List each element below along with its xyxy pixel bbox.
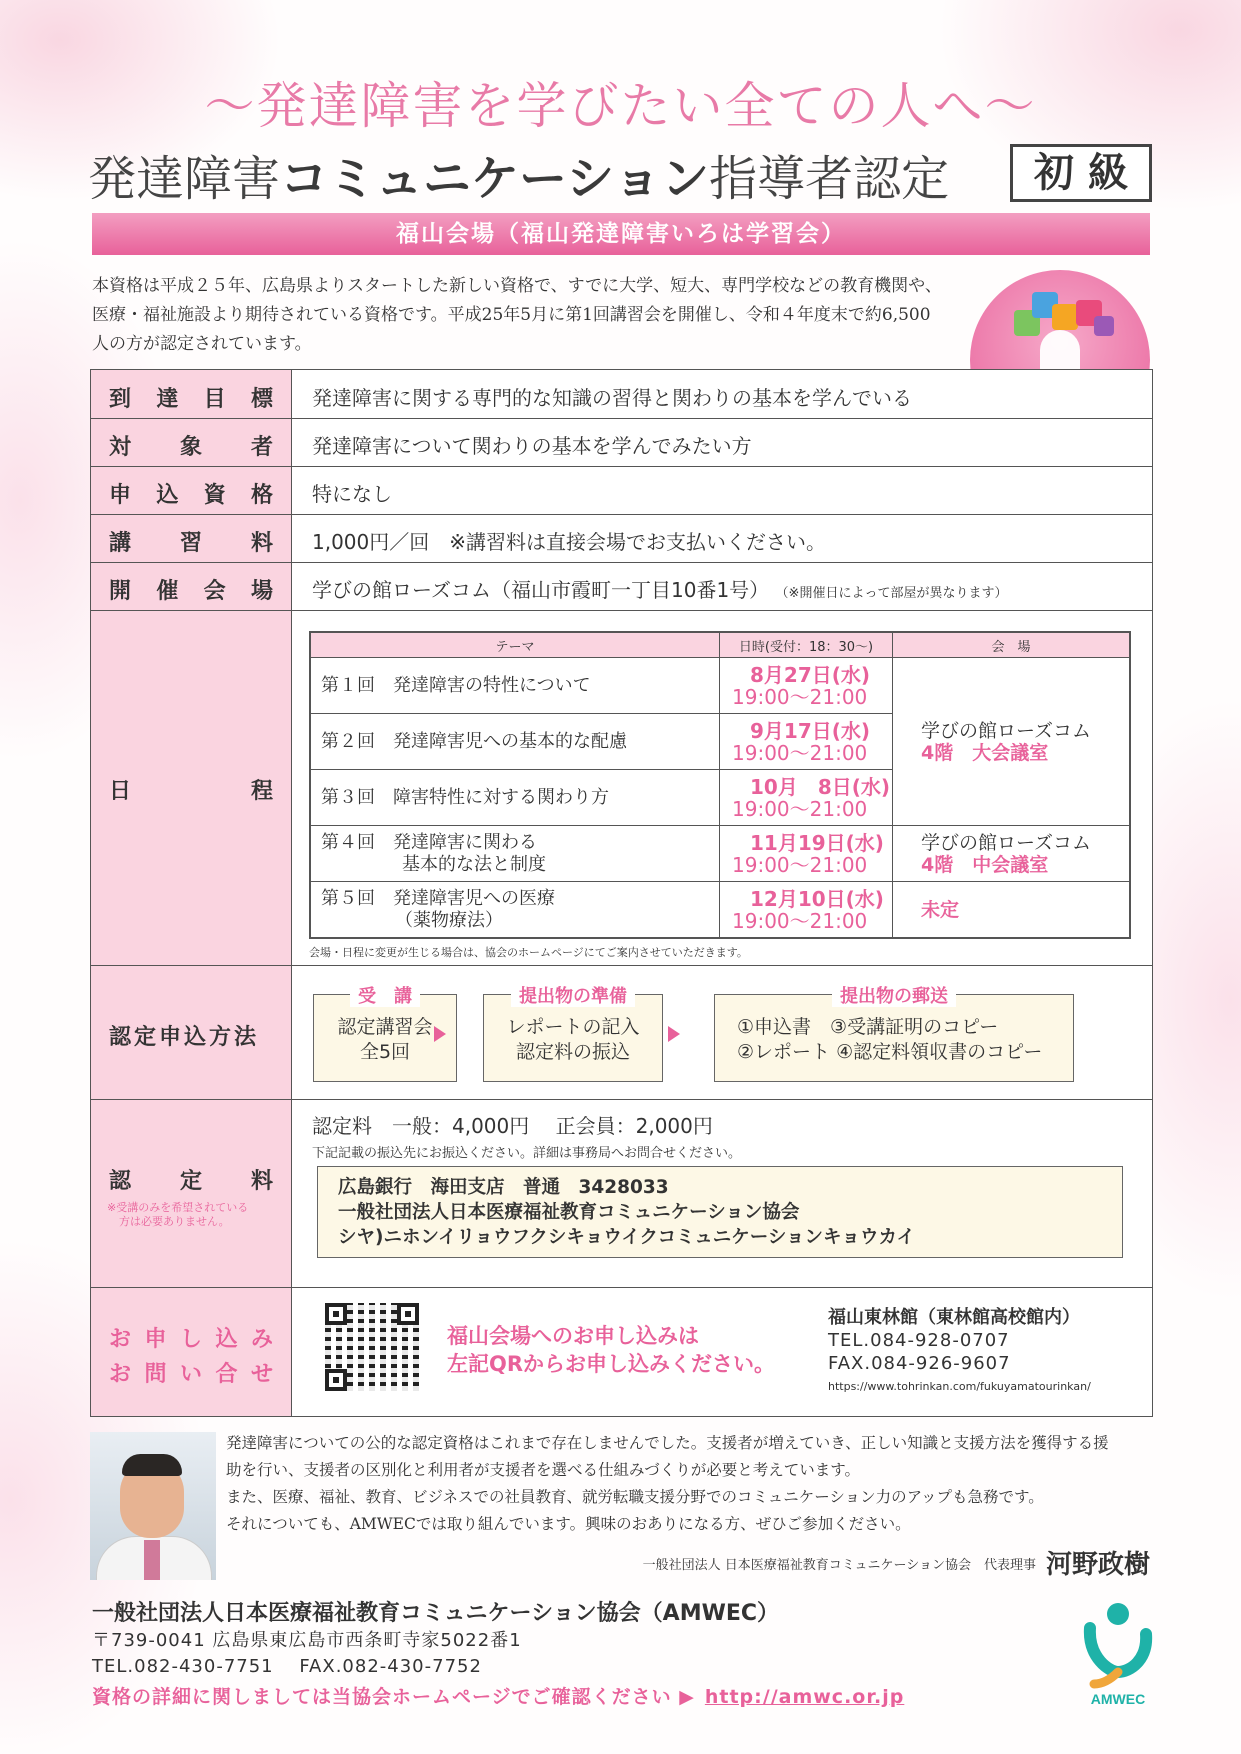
label-contact: お 申 し 込 み お 問 い 合 せ [109, 1327, 273, 1387]
schedule-header-date: 日時(受付：18：30～) [720, 632, 893, 658]
schedule-note: 会場・日程に変更が生じる場合は、協会のホームページにてご案内させていただきます。 [309, 946, 748, 959]
cert-fee-sub: 下記記載の振込先にお振込ください。詳細は事務局へお問合せください。 [312, 1146, 742, 1161]
apply-step-attend: 受 講 認定講習会 全5回 [313, 994, 457, 1082]
title-bold: コミュニケーション [280, 151, 710, 207]
title-prefix: 発達障害 [88, 151, 281, 207]
org-name: 一般社団法人日本医療福祉教育コミュニケーション協会（AMWEC） [92, 1601, 780, 1626]
label-qualification: 申 込 資 格 [109, 483, 273, 508]
venue-bar: 福山会場（福山発達障害いろは学習会） [92, 213, 1150, 255]
qr-code[interactable] [321, 1299, 423, 1395]
contact-url[interactable]: https://www.tohrinkan.com/fukuyamatourinkan/ [828, 1380, 1091, 1393]
puzzle-block-icon [1094, 316, 1114, 336]
qualification-value: 特になし [312, 482, 392, 506]
label-schedule: 日 程 [109, 779, 273, 804]
org-address: 〒739-0041 広島県東広島市西条町寺家5022番1 [92, 1630, 522, 1651]
label-venue: 開 催 会 場 [109, 579, 273, 604]
info-table [90, 369, 1153, 1417]
amwec-logo-text: AMWEC [1090, 1691, 1146, 1707]
arrow-right-icon [668, 1026, 680, 1042]
table-row: 第４回 発達障害に関わる 基本的な法と制度 11月19日(水) 19:00～21:00 学びの館ローズコム 4階 中会議室 [310, 826, 1130, 882]
venue-value: 学びの館ローズコム（福山市霞町一丁目10番1号） （※開催日によって部屋が異なります） [312, 578, 1008, 602]
fee-value: 1,000円／回 ※講習料は直接会場でお支払いください。 [312, 530, 827, 554]
puzzle-block-icon [1052, 304, 1078, 330]
intro-text: 本資格は平成２５年、広島県よりスタートした新しい資格で、すでに大学、短大、専門学校などの教育機関や、医療・福祉施設より期待されている資格です。平成25年5月に第1回講習会を開催し、令和４年度末で約6,500人の方が認定されています。 [92, 276, 942, 354]
director-message: 発達障害についての公的な認定資格はこれまで存在しませんでした。支援者が増えていき、正しい知識と支援方法を獲得する援 助を行い、支援者の区別化と利用者が支援者を選べる仕組みづくりが必要と考えています。 また、医療、福祉、教育、ビジネスでの社員教育、就労転職支援分野でのコミュニケーション力のアップも急務です。 それについても、AMWECでは取り組んでいます。興味のおありになる方、ぜひご参加ください。 [226, 1434, 1109, 1533]
venue-note: （※開催日によって部屋が異なります） [775, 586, 1008, 601]
label-target: 対 象 者 [109, 435, 273, 460]
signature-name: 河野政樹 [1045, 1550, 1150, 1580]
amwec-logo-icon [1080, 1598, 1156, 1708]
org-tel-fax: TEL.082-430-7751 FAX.082-430-7752 [92, 1656, 482, 1677]
table-row: 第５回 発達障害児への医療 （薬物療法） 12月10日(水) 19:00～21:00 未定 [310, 882, 1130, 939]
schedule-header-place: 会 場 [893, 632, 1131, 658]
contact-cta: 福山会場へのお申し込みは 左記QRからお申し込みください。 [447, 1324, 776, 1376]
apply-step-prepare: 提出物の準備 レポートの記入 認定料の振込 [483, 994, 663, 1082]
goal-value: 発達障害に関する専門的な知識の習得と関わりの基本を学んでいる [312, 386, 912, 410]
table-row: 第１回 発達障害の特性について 8月27日(水) 19:00～21:00 学びの館ローズコム 4階 大会議室 [310, 658, 1130, 714]
schedule-header-theme: テーマ [310, 632, 720, 658]
label-fee: 講 習 料 [109, 531, 273, 556]
org-url-link[interactable]: http://amwc.or.jp [704, 1686, 905, 1708]
label-goal: 到 達 目 標 [109, 387, 273, 412]
grade-badge: 初 級 [1010, 144, 1152, 202]
bank-info: 広島銀行 海田支店 普通 3428033 一般社団法人日本医療福祉教育コミュニケーション協会 シヤ)ニホンイリョウフクシキョウイクコミュニケーションキョウカイ [317, 1166, 1123, 1258]
table-row: 第３回 障害特性に対する関わり方 10月 8日(水) 19:00～21:00 [310, 770, 1130, 826]
contact-fax: FAX.084-926-9607 [828, 1353, 1011, 1374]
cert-fee-note: ※受講のみを希望されている [107, 1201, 249, 1214]
page-title [88, 140, 949, 209]
org-notice: 資格の詳細に関しましては当協会ホームページでご確認ください ▶ http://amwc.or.jp [92, 1686, 905, 1708]
apply-step-mail: 提出物の郵送 ①申込書 ③受講証明のコピー ②レポート ④認定料領収書のコピー [714, 994, 1074, 1082]
cert-fee-value: 認定料 一般：4,000円 正会員：2,000円 [312, 1114, 713, 1138]
contact-tel: TEL.084-928-0707 [828, 1330, 1010, 1351]
cert-fee-note: 方は必要ありません。 [119, 1215, 230, 1228]
label-cert-fee: 認 定 料 ※受講のみを希望されている 方は必要ありません。 [91, 1164, 291, 1229]
signature: 一般社団法人 日本医療福祉教育コミュニケーション協会 代表理事 河野政樹 [642, 1550, 1150, 1580]
table-row: 第２回 発達障害児への基本的な配慮 9月17日(水) 19:00～21:00 [310, 714, 1130, 770]
contact-office: 福山東林館（東林館高校館内） TEL.084-928-0707 FAX.084-926-9607 https://www.tohrinkan.com/fukuyamatourinkan/ [828, 1306, 1091, 1398]
label-apply: 認定申込方法 [109, 1025, 260, 1050]
schedule-table [309, 631, 1131, 939]
director-photo [90, 1432, 216, 1580]
arrow-right-icon [434, 1026, 446, 1042]
target-value: 発達障害について関わりの基本を学んでみたい方 [312, 434, 752, 458]
subtitle: ～発達障害を学びたい全ての人へ～ [204, 77, 1037, 135]
title-suffix: 指導者認定 [709, 151, 950, 207]
